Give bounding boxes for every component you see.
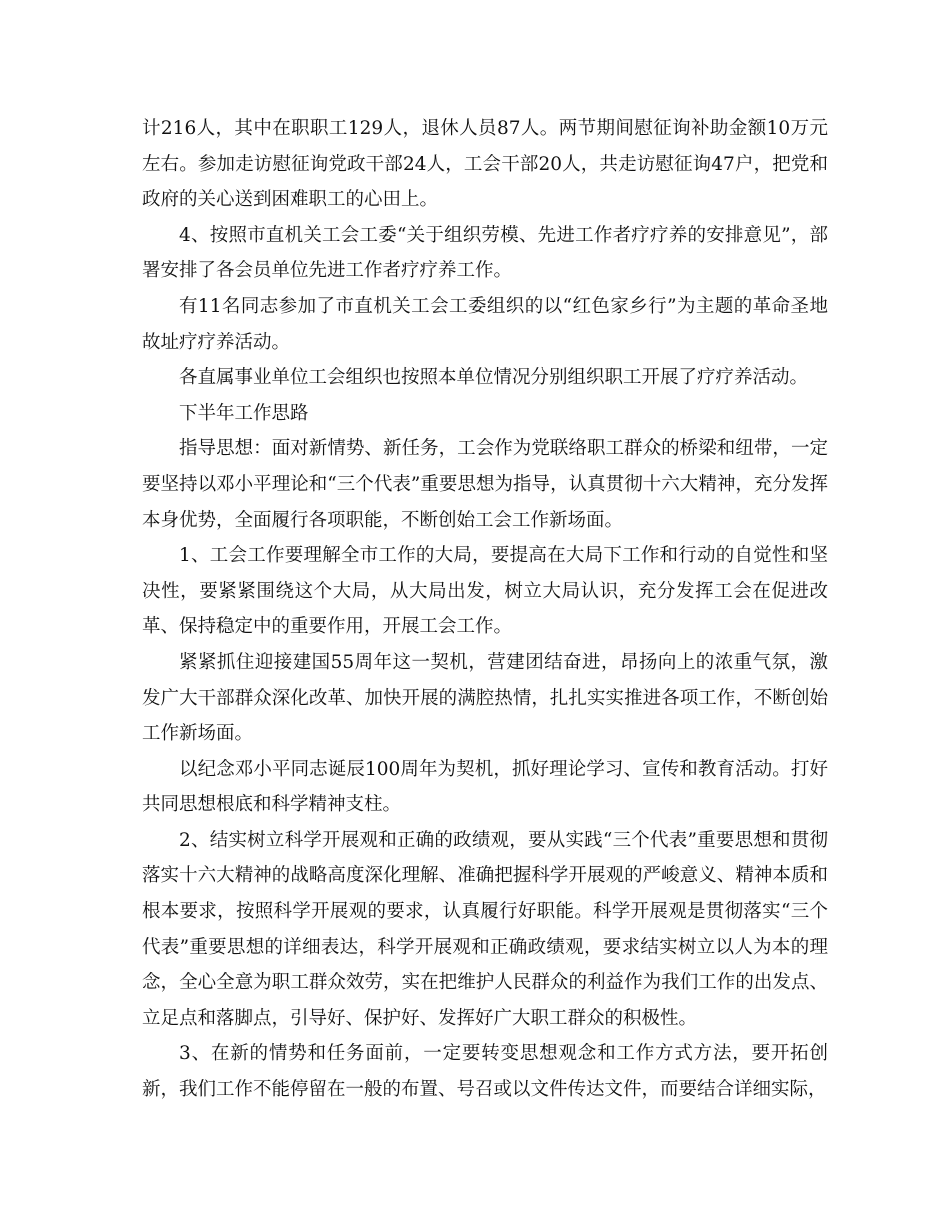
paragraph-guiding-thought: 指导思想：面对新情势、新任务，工会作为党联络职工群众的桥梁和纽带，一定要坚持以邓小平理论和“三个代表”重要思想为指导，认真贯彻十六大精神，充分发挥本身优势，全面履行各项职能，不断创始工会工作新场面。 xyxy=(142,438,828,531)
paragraph-1: 计216人，其中在职职工129人，退休人员87人。两节期间慰征询补助金额10万元左右。参加走访慰征询党政干部24人，工会干部20人，共走访慰征询47户，把党和政府的关心送到困难职工的心田上。 xyxy=(142,118,828,211)
paragraph-item-3: 3、在新的情势和任务面前，一定要转变思想观念和工作方式方法，要开拓创新，我们工作不能停留在一般的布置、号召或以文件传达文件，而要结合详细实际， xyxy=(142,1043,828,1101)
paragraph-4: 各直属事业单位工会组织也按照本单位情况分别组织职工开展了疗疗养活动。 xyxy=(179,367,809,389)
paragraph-7: 紧紧抓住迎接建国55周年这一契机，营建团结奋进，昂扬向上的浓重气氛，激发广大干部群众深化改革、加快开展的满腔热情，扎扎实实推进各项工作，不断创始工作新场面。 xyxy=(142,651,828,745)
paragraph-8: 以纪念邓小平同志诞辰100周年为契机，抓好理论学习、宣传和教育活动。打好共同思想根底和科学精神支柱。 xyxy=(142,758,828,816)
paragraph-item-2: 2、结实树立科学开展观和正确的政绩观，要从实践“三个代表”重要思想和贯彻落实十六大精神的战略高度深化理解、准确把握科学开展观的严峻意义、精神本质和根本要求，按照科学开展观的要求，认真履行好职能。科学开展观是贯彻落实“三个代表”重要思想的详细表达，科学开展观和正确政绩观，要求结实树立以人为本的理念，全心全意为职工群众效劳，实在把维护人民群众的利益作为我们工作的出发点、立足点和落脚点，引导好、保护好、发挥好广大职工群众的积极性。 xyxy=(142,829,828,1029)
paragraph-3: 有11名同志参加了市直机关工会工委组织的以“红色家乡行”为主题的革命圣地故址疗疗养活动。 xyxy=(142,295,828,353)
paragraph-2: 4、按照市直机关工会工委“关于组织劳模、先进工作者疗疗养的安排意见”，部署安排了各会员单位先进工作者疗疗养工作。 xyxy=(142,224,828,282)
paragraph-item-1: 1、工会工作要理解全市工作的大局，要提高在大局下工作和行动的自觉性和坚决性，要紧紧围绕这个大局，从大局出发，树立大局认识，充分发挥工会在促进改革、保持稳定中的重要作用，开展工会工作。 xyxy=(142,545,828,638)
document-body xyxy=(142,111,828,1108)
section-heading: 下半年工作思路 xyxy=(179,402,309,424)
